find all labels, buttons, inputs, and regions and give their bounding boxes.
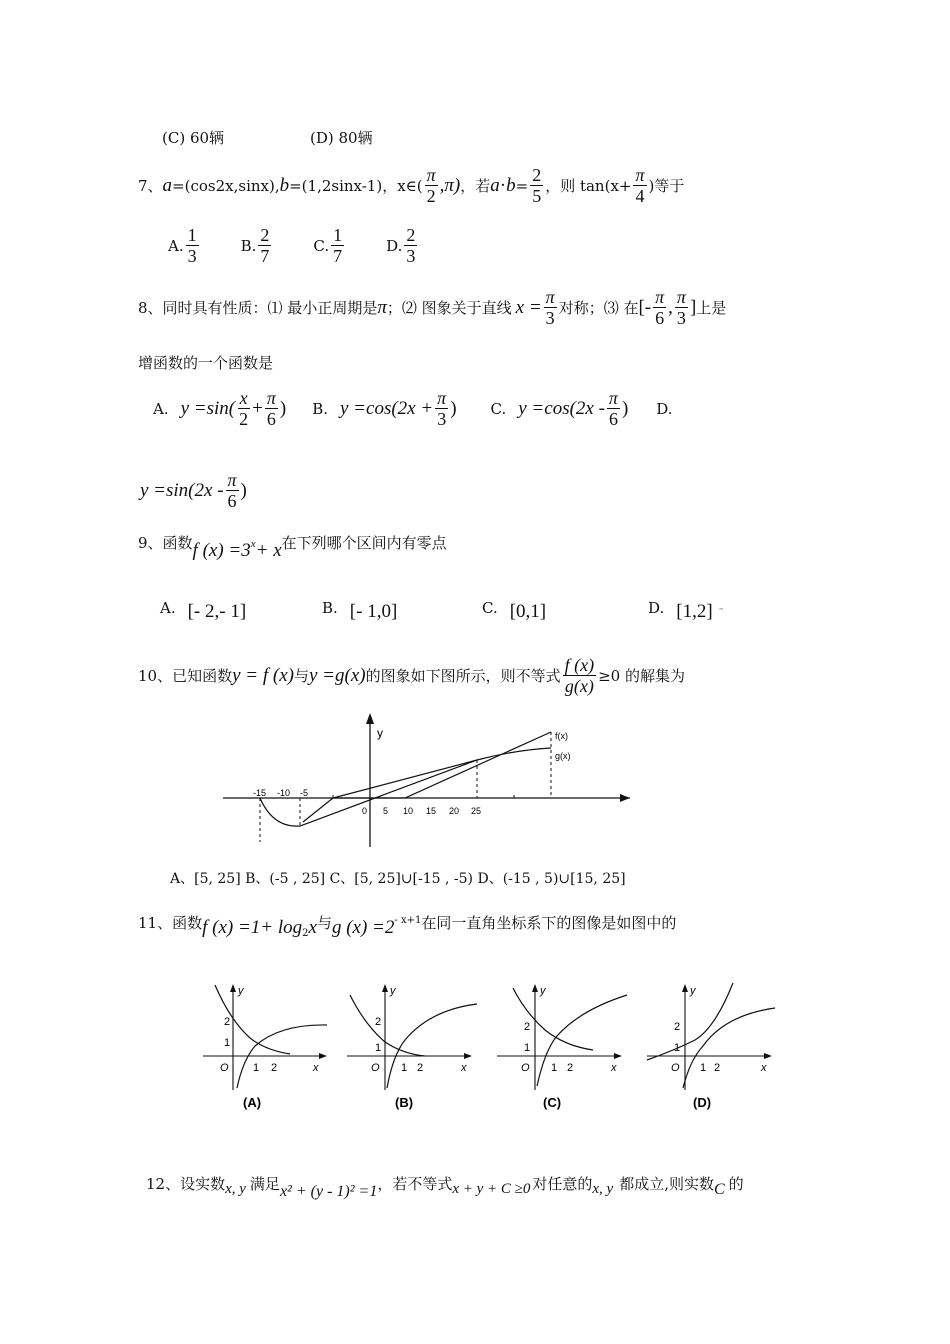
tick-label: 10 bbox=[403, 806, 414, 816]
g-curve bbox=[350, 995, 425, 1056]
svg-text:1: 1 bbox=[674, 1042, 681, 1054]
panel-caption: (C) bbox=[543, 1095, 562, 1110]
svg-text:O: O bbox=[371, 1062, 380, 1074]
y-axis-label: y bbox=[377, 726, 383, 740]
frac-pi-4: $\frac{\pi}{4}$ bbox=[635, 165, 645, 206]
q6-option-d: (D) 80辆 bbox=[310, 129, 373, 147]
svg-text:2: 2 bbox=[674, 1021, 681, 1033]
question-8-options: A. y =sin( $\frac{x}{2}$ + $\frac{\pi}{6}$ ) B. y =cos(2x + $\frac{\pi}{3}$ ) C. y =cos(2x - $\frac{\pi}{6}$ ) D. bbox=[153, 388, 673, 429]
question-10-options: A、[5, 25] B、(-5 , 25] C、[5, 25]∪[-15 , -5) D、(-15 , 5)∪[15, 25] bbox=[170, 871, 626, 887]
q9-option-d: D. [1,2] - bbox=[648, 599, 724, 622]
panel-b bbox=[345, 980, 485, 1115]
svg-text:2: 2 bbox=[714, 1062, 721, 1074]
q9-option-a: A. [- 2,- 1] bbox=[160, 599, 247, 622]
x-axis-arrow bbox=[620, 794, 630, 802]
question-8: 8、同时具有性质：⑴ 最小正周期是 π ；⑵ 图象关于直线 x = $\frac{\pi}{3}$ 对称；⑶ 在 [- $\frac{\pi}{6}$ , $\frac{\pi}{3}$ ] 上是 bbox=[138, 287, 727, 328]
question-10: 10、已知函数 y = f (x) 与 y =g(x) 的图象如下图所示，则不等式 $\frac{f (x)}{g(x)}$ ≥0 的解集为 bbox=[138, 655, 685, 696]
svg-text:1: 1 bbox=[253, 1062, 260, 1074]
svg-text:O: O bbox=[671, 1062, 680, 1074]
frac-pi-2: $\frac{\pi}{2}$ bbox=[426, 165, 436, 206]
question-12: 12、设实数 x, y 满足 x² + (y - 1)² =1 ，若不等式 x + y + C ≥0 对任意的 x, y 都成立,则实数 C 的 bbox=[146, 1175, 744, 1200]
y-axis-arrow bbox=[366, 713, 374, 724]
tick-label: -15 bbox=[253, 788, 267, 798]
question-7-options: A. $\frac{1}{3}$ B. $\frac{2}{7}$ C. $\frac{1}{7}$ D. $\frac{2}{3}$ bbox=[168, 225, 416, 266]
panel-d bbox=[645, 980, 785, 1115]
svg-text:1: 1 bbox=[700, 1062, 707, 1074]
svg-text:y: y bbox=[540, 985, 546, 997]
panel-a bbox=[195, 980, 335, 1115]
svg-text:1: 1 bbox=[551, 1062, 558, 1074]
tick-label: 5 bbox=[383, 806, 389, 816]
panel-c bbox=[495, 980, 635, 1115]
tick-label: 15 bbox=[426, 806, 437, 816]
tick-label: -5 bbox=[300, 788, 309, 798]
svg-text:1: 1 bbox=[401, 1062, 408, 1074]
svg-text:2: 2 bbox=[224, 1016, 231, 1028]
f-curve bbox=[387, 1004, 477, 1088]
question-11: 11、函数 f (x) =1+ log 2 x 与 g (x) =2 - x+1 在同一直角坐标系下的图像是如图中的 bbox=[138, 914, 677, 939]
q9-option-c: C. [0,1] bbox=[482, 599, 547, 622]
svg-text:x: x bbox=[611, 1062, 617, 1074]
svg-text:2: 2 bbox=[524, 1021, 531, 1033]
svg-text:y: y bbox=[238, 985, 244, 997]
svg-text:2: 2 bbox=[375, 1016, 382, 1028]
f-curve bbox=[683, 1008, 775, 1088]
svg-text:O: O bbox=[521, 1062, 530, 1074]
panel-caption: (D) bbox=[693, 1095, 712, 1110]
panel-caption: (A) bbox=[243, 1095, 262, 1110]
f-label: f(x) bbox=[555, 731, 568, 741]
panel-caption: (B) bbox=[395, 1095, 414, 1110]
question-9: 9、函数 f (x) =3 x + x 在下列哪个区间内有零点 bbox=[138, 534, 447, 561]
svg-text:x: x bbox=[761, 1062, 767, 1074]
svg-text:y: y bbox=[690, 985, 696, 997]
question-8-option-d-formula: y =sin(2x - $\frac{\pi}{6}$ ) bbox=[140, 470, 247, 511]
svg-text:1: 1 bbox=[224, 1037, 231, 1049]
svg-text:2: 2 bbox=[417, 1062, 424, 1074]
q6-option-c: (C) 60辆 bbox=[162, 129, 225, 147]
g-label: g(x) bbox=[555, 751, 571, 761]
tick-label: 0 bbox=[362, 806, 368, 816]
tick-label: 20 bbox=[449, 806, 460, 816]
frac-2-5: $\frac{2}{5}$ bbox=[532, 165, 542, 206]
question-7: 7、 a =(cos2x,sinx), b =(1,2sinx-1)，x∈( $\frac{\pi}{2}$ ,π) ，若 a · b = $\frac{2}{5}$ ，则 tan(x+ $\frac{\pi}{4}$ )等于 bbox=[138, 165, 685, 206]
svg-text:x: x bbox=[313, 1062, 319, 1074]
svg-text:2: 2 bbox=[271, 1062, 278, 1074]
q10-graph bbox=[215, 710, 635, 850]
svg-text:O: O bbox=[220, 1062, 229, 1074]
question-8-line2: 增函数的一个函数是 bbox=[138, 354, 274, 372]
svg-text:x: x bbox=[461, 1062, 467, 1074]
svg-text:1: 1 bbox=[524, 1042, 531, 1054]
q9-option-b: B. [- 1,0] bbox=[322, 599, 398, 622]
svg-text:1: 1 bbox=[375, 1042, 382, 1054]
tick-label: 25 bbox=[471, 806, 482, 816]
svg-text:2: 2 bbox=[567, 1062, 574, 1074]
svg-text:y: y bbox=[390, 985, 396, 997]
tick-label: -10 bbox=[277, 788, 291, 798]
